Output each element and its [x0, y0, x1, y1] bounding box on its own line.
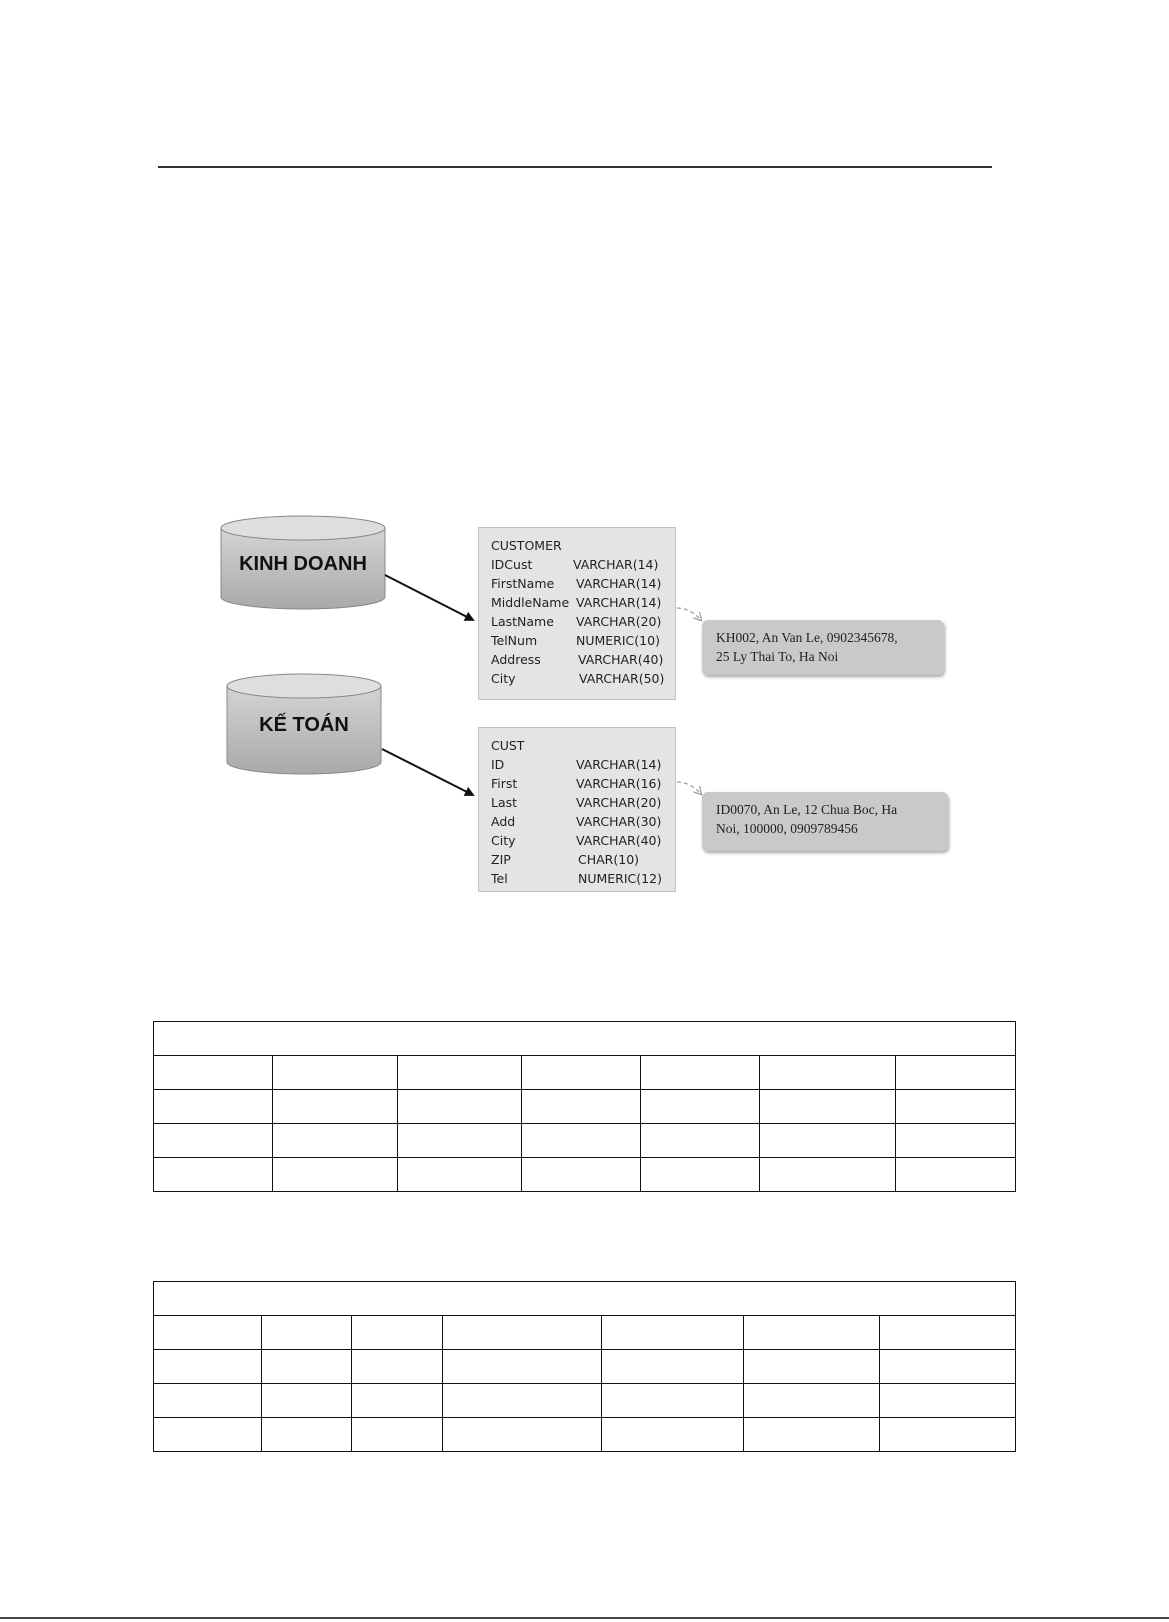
field-type: VARCHAR(50) [579, 671, 665, 686]
table-cell [262, 1316, 352, 1350]
schema-field [491, 812, 675, 831]
schema-field [491, 869, 675, 888]
field-name: LastName [491, 614, 554, 629]
schema-box-cust [478, 727, 676, 892]
table-cell [153, 1316, 262, 1350]
arrow-kinh-doanh-to-customer [385, 575, 473, 620]
schema-field [491, 774, 675, 793]
field-type: VARCHAR(14) [576, 576, 662, 591]
field-type: VARCHAR(20) [576, 795, 662, 810]
table-cell [398, 1090, 522, 1124]
database-label-kinh-doanh: KINH DOANH [239, 553, 367, 575]
table-cell [398, 1124, 522, 1158]
field-name: TelNum [491, 633, 538, 648]
table-cell [153, 1056, 273, 1090]
table-cell [398, 1158, 522, 1192]
schema-field [491, 555, 675, 574]
field-name: City [491, 671, 516, 686]
schema-field [491, 755, 675, 774]
field-type: VARCHAR(40) [578, 652, 664, 667]
field-name: First [491, 776, 518, 791]
table-cell [273, 1056, 398, 1090]
table-header-merged [153, 1021, 1016, 1056]
record-box-customer [702, 620, 944, 675]
schema-field [491, 631, 675, 650]
field-type: VARCHAR(20) [576, 614, 662, 629]
table-cell [153, 1350, 262, 1384]
table-cell [602, 1418, 744, 1452]
table-cell [262, 1418, 352, 1452]
table-cell [153, 1124, 273, 1158]
field-name: IDCust [491, 557, 533, 572]
table-cell [522, 1090, 641, 1124]
field-type: VARCHAR(16) [576, 776, 662, 791]
schema-title: CUST [491, 738, 525, 753]
schema-field [491, 669, 675, 688]
empty-table-1 [153, 1021, 1016, 1192]
table-cell [880, 1384, 1016, 1418]
field-name: Address [491, 652, 541, 667]
field-name: Tel [491, 871, 508, 886]
record-line: ID0070, An Le, 12 Chua Boc, Ha [716, 802, 898, 817]
table-cell [443, 1418, 602, 1452]
connector-customer-record [677, 608, 701, 620]
table-cell [744, 1316, 880, 1350]
database-label-ke-toan: KẾ TOÁN [259, 714, 349, 736]
table-cell [398, 1056, 522, 1090]
schema-field [491, 612, 675, 631]
table-cell [153, 1090, 273, 1124]
table-cell [744, 1384, 880, 1418]
record-line: 25 Ly Thai To, Ha Noi [716, 649, 839, 664]
table-cell [153, 1418, 262, 1452]
database-cylinder-ke-toan [227, 674, 381, 774]
schema-field [491, 850, 675, 869]
table-cell [760, 1158, 896, 1192]
field-name: Add [491, 814, 516, 829]
table-cell [744, 1350, 880, 1384]
field-name: ZIP [491, 852, 511, 867]
field-name: Last [491, 795, 518, 810]
table-cell [522, 1158, 641, 1192]
field-name: MiddleName [491, 595, 570, 610]
connector-cust-record [677, 782, 701, 794]
table-cell [602, 1316, 744, 1350]
table-cell [443, 1384, 602, 1418]
record-line: Noi, 100000, 0909789456 [716, 821, 858, 836]
table-cell [273, 1090, 398, 1124]
field-name: FirstName [491, 576, 555, 591]
table-cell [602, 1384, 744, 1418]
footer-rule [0, 1617, 1169, 1619]
field-type: VARCHAR(14) [576, 595, 662, 610]
database-cylinder-kinh-doanh [221, 516, 385, 609]
table-cell [262, 1350, 352, 1384]
table-cell [760, 1124, 896, 1158]
table-cell [522, 1124, 641, 1158]
table-cell [153, 1158, 273, 1192]
field-type: NUMERIC(12) [578, 871, 662, 886]
table-cell [273, 1124, 398, 1158]
field-type: VARCHAR(14) [573, 557, 659, 572]
arrow-ke-toan-to-cust [382, 749, 473, 795]
schema-box-customer [478, 527, 676, 700]
table-cell [352, 1418, 443, 1452]
table-cell [896, 1090, 1016, 1124]
schema-field [491, 793, 675, 812]
table-cell [273, 1158, 398, 1192]
table-cell [880, 1350, 1016, 1384]
table-cell [443, 1350, 602, 1384]
field-name: City [491, 833, 516, 848]
table-cell [896, 1124, 1016, 1158]
field-name: ID [491, 757, 505, 772]
table-cell [641, 1124, 760, 1158]
field-type: NUMERIC(10) [576, 633, 660, 648]
table-cell [760, 1056, 896, 1090]
schema-title: CUSTOMER [491, 538, 562, 553]
table-cell [153, 1384, 262, 1418]
table-cell [880, 1418, 1016, 1452]
table-cell [744, 1418, 880, 1452]
table-cell [352, 1384, 443, 1418]
field-type: VARCHAR(14) [576, 757, 662, 772]
schema-field [491, 593, 675, 612]
table-cell [641, 1090, 760, 1124]
field-type: CHAR(10) [578, 852, 640, 867]
table-cell [896, 1056, 1016, 1090]
table-cell [522, 1056, 641, 1090]
table-cell [760, 1090, 896, 1124]
table-header-merged [153, 1281, 1016, 1316]
table-cell [602, 1350, 744, 1384]
field-type: VARCHAR(40) [576, 833, 662, 848]
record-box-cust [702, 792, 948, 851]
table-cell [641, 1056, 760, 1090]
table-cell [352, 1316, 443, 1350]
empty-table-2 [153, 1281, 1016, 1452]
schema-field [491, 831, 675, 850]
schema-field [491, 574, 675, 593]
table-cell [880, 1316, 1016, 1350]
schema-field [491, 650, 675, 669]
record-line: KH002, An Van Le, 0902345678, [716, 630, 898, 645]
field-type: VARCHAR(30) [576, 814, 662, 829]
table-cell [896, 1158, 1016, 1192]
table-cell [262, 1384, 352, 1418]
table-cell [443, 1316, 602, 1350]
table-cell [352, 1350, 443, 1384]
table-cell [641, 1158, 760, 1192]
